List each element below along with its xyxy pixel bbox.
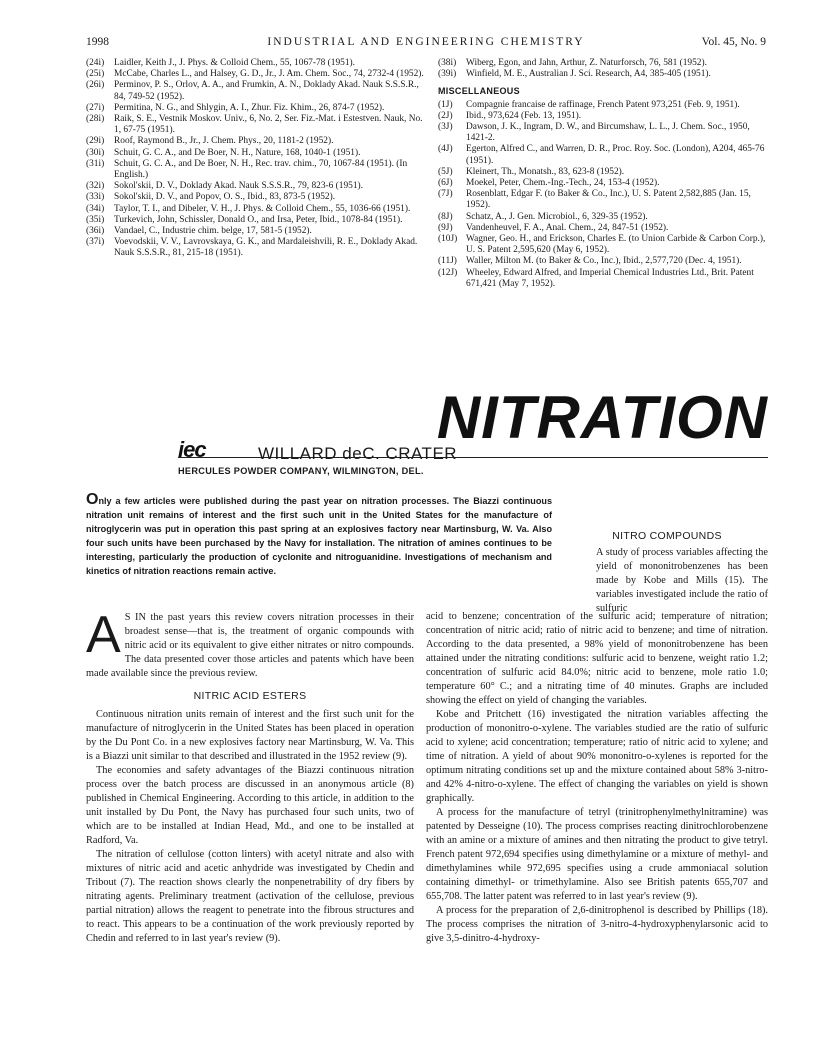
nitro-paragraph-4: A process for the preparation of 2,6-dinitrophenol is described by Phillips (18). The process comprises the nitration of 3-nitro-4-hydroxyphenylarsonic acid to give 3,5-dinitro-4-hydroxy- bbox=[426, 905, 768, 944]
reference-text: Schuit, G. C. A., and De Boer, N. H., Nature, 168, 1040-1 (1951). bbox=[114, 147, 361, 158]
reference-number: (3J) bbox=[438, 122, 453, 133]
reference-entry bbox=[86, 114, 424, 136]
intro-paragraph bbox=[86, 606, 414, 681]
reference-number: (26i) bbox=[86, 80, 105, 91]
reference-number: (8J) bbox=[438, 211, 453, 222]
abstract bbox=[86, 493, 552, 578]
reference-number: (32i) bbox=[86, 181, 105, 192]
reference-entry bbox=[438, 256, 768, 267]
misc-heading: MISCELLANEOUS bbox=[438, 86, 520, 97]
reference-text: Compagnie francaise de raffinage, French Patent 973,251 (Feb. 9, 1951). bbox=[466, 99, 740, 110]
reference-entry bbox=[438, 167, 768, 178]
reference-number: (11J) bbox=[438, 256, 457, 267]
esters-paragraph-2: The economies and safety advantages of the Biazzi continuous nitration process over the batch process are discussed in an anonymous article (8) published in Chemical Engineering. According to this article, in addition to the unit installed by Du Pont, the Navy has purchased four such units, two of which are to be installed at Indian Head, Md., and one to be installed at Radford, Va. bbox=[86, 765, 414, 846]
reference-text: Vandael, C., Industrie chim. belge, 17, 581-5 (1952). bbox=[114, 226, 312, 237]
reference-text: Voevodskii, V. V., Lavrovskaya, G. K., and Mardaleishvili, R. E., Doklady Akad. Nauk S.S.S.R., 81, 215-18 (1951). bbox=[114, 237, 418, 259]
reference-text: Vandenheuvel, F. A., Anal. Chem., 24, 847-51 (1952). bbox=[466, 222, 669, 233]
author-affiliation: HERCULES POWDER COMPANY, WILMINGTON, DEL. bbox=[178, 466, 424, 476]
reference-text: Winfield, M. E., Australian J. Sci. Research, A4, 385-405 (1951). bbox=[466, 69, 711, 80]
intro-text: S IN the past years this review covers nitration processes in their broadest sense—that is, the treatment of organic compounds with nitric acid or its equivalent to give either nitrates or nitro compounds. The data presented cover those articles and patents which have been made available since the previous review. bbox=[86, 612, 414, 679]
reference-entry bbox=[86, 204, 424, 215]
reference-entry bbox=[86, 215, 424, 226]
reference-entry bbox=[438, 223, 768, 234]
reference-number: (25i) bbox=[86, 69, 105, 80]
page-number: 1998 bbox=[86, 36, 109, 48]
reference-text: Schatz, A., J. Gen. Microbiol., 6, 329-35 (1952). bbox=[466, 211, 648, 222]
reference-text: McCabe, Charles L., and Halsey, G. D., Jr., J. Am. Chem. Soc., 74, 2732-4 (1952). bbox=[114, 69, 424, 80]
reference-text: Rosenblatt, Edgar F. (to Baker & Co., Inc.), U. S. Patent 2,582,885 (Jan. 15, 1952). bbox=[466, 189, 751, 211]
reference-number: (35i) bbox=[86, 214, 105, 225]
reference-number: (30i) bbox=[86, 147, 105, 158]
section-heading-nitro: NITRO COMPOUNDS bbox=[612, 530, 722, 542]
abstract-text: nly a few articles were published during the past year on nitration processes. The Biazzi continuous nitration unit remains of interest and the first such unit in the United States for the manufacture of nitroglycerin was put in operation this past spring at an explosives factory near Martinsburg, W. Va. Also four such units have been purchased by the Navy for installation. The nitration of amines continues to be interesting, particularly the production of cyclonite and nitroguanidine. Investigations of mechanism and kinetics of nitration reactions remain active. bbox=[86, 496, 552, 576]
reference-number: (4J) bbox=[438, 144, 453, 155]
drop-cap: A bbox=[86, 606, 121, 664]
reference-number: (33i) bbox=[86, 192, 105, 203]
reference-entry bbox=[438, 268, 768, 290]
reference-number: (27i) bbox=[86, 102, 105, 113]
reference-entry bbox=[438, 111, 768, 122]
reference-text: Wheeley, Edward Alfred, and Imperial Chemical Industries Ltd., Brit. Patent 671,421 (May 7, 1952). bbox=[466, 267, 754, 289]
reference-number: (37i) bbox=[86, 237, 105, 248]
reference-text: Kleinert, Th., Monatsh., 83, 623-8 (1952). bbox=[466, 166, 625, 177]
nitro-intro-text: A study of process variables affecting the yield of mononitrobenzenes has been made by Kobe and Mills (15). The variables investigated include the ratio of sulfuric bbox=[596, 547, 768, 614]
reference-number: (29i) bbox=[86, 136, 105, 147]
reference-number: (28i) bbox=[86, 114, 105, 125]
reference-number: (9J) bbox=[438, 222, 453, 233]
reference-number: (39i) bbox=[438, 69, 457, 80]
volume-issue: Vol. 45, No. 9 bbox=[701, 36, 766, 48]
section-heading-esters: NITRIC ACID ESTERS bbox=[193, 690, 307, 702]
reference-number: (10J) bbox=[438, 234, 458, 245]
body-column-left bbox=[86, 606, 414, 946]
reference-text: Egerton, Alfred C., and Warren, D. R., Proc. Roy. Soc. (London), A204, 465-76 (1951). bbox=[466, 144, 765, 166]
reference-entry bbox=[86, 159, 424, 181]
reference-text: Laidler, Keith J., J. Phys. & Colloid Chem., 55, 1067-78 (1951). bbox=[114, 58, 356, 68]
reference-text: Sokol'skii, D. V., Doklady Akad. Nauk S.S.S.R., 79, 823-6 (1951). bbox=[114, 181, 364, 192]
reference-entry bbox=[438, 122, 768, 144]
running-head bbox=[86, 36, 766, 52]
reference-number: (7J) bbox=[438, 189, 453, 200]
abstract-initial: O bbox=[86, 491, 99, 508]
reference-entry bbox=[438, 189, 768, 211]
reference-number: (24i) bbox=[86, 58, 105, 68]
reference-text: Wagner, Geo. H., and Erickson, Charles E. (to Union Carbide & Carbon Corp.), U. S. Patent 2,595,620 (May 6, 1952). bbox=[466, 234, 766, 256]
reference-entry bbox=[86, 192, 424, 203]
reference-number: (2J) bbox=[438, 110, 453, 121]
reference-text: Ibid., 973,624 (Feb. 13, 1951). bbox=[466, 110, 582, 121]
reference-text: Taylor, T. I., and Dibeler, V. H., J. Phys. & Colloid Chem., 55, 1036-66 (1951). bbox=[114, 203, 411, 214]
reference-entry bbox=[86, 58, 424, 69]
reference-entry bbox=[438, 100, 768, 111]
reference-entry bbox=[86, 80, 424, 102]
reference-text: Perminov, P. S., Orlov, A. A., and Frumkin, A. N., Doklady Akad. Nauk S.S.S.R., 84, 749-52 (1952). bbox=[114, 80, 419, 102]
reference-number: (12J) bbox=[438, 267, 458, 278]
reference-text: Turkevich, John, Schissler, Donald O., and Irsa, Peter, Ibid., 1078-84 (1951). bbox=[114, 214, 403, 225]
reference-number: (5J) bbox=[438, 166, 453, 177]
reference-text: Schuit, G. C. A., and De Boer, N. H., Rec. trav. chim., 70, 1067-84 (1951). (In English.) bbox=[114, 158, 408, 181]
reference-text: Waller, Milton M. (to Baker & Co., Inc.), Ibid., 2,577,720 (Dec. 4, 1951). bbox=[466, 256, 742, 267]
reference-entry bbox=[86, 103, 424, 114]
reference-entry bbox=[438, 69, 768, 80]
reference-number: (31i) bbox=[86, 158, 105, 169]
reference-entry bbox=[86, 69, 424, 80]
reference-entry bbox=[86, 226, 424, 237]
reference-text: Permitina, N. G., and Shlygin, A. I., Zhur. Fiz. Khim., 26, 874-7 (1952). bbox=[114, 102, 385, 113]
journal-title: INDUSTRIAL AND ENGINEERING CHEMISTRY bbox=[267, 36, 585, 48]
reference-entry bbox=[86, 148, 424, 159]
reference-entry bbox=[438, 144, 768, 166]
reference-text: Raik, S. E., Vestnik Moskov. Univ., 6, No. 2, Ser. Fiz.-Mat. i Estestven. Nauk, No. 1, 67-75 (1951). bbox=[114, 114, 423, 136]
reference-text: Roof, Raymond B., Jr., J. Chem. Phys., 20, 1181-2 (1952). bbox=[114, 136, 334, 147]
reference-list-right bbox=[438, 58, 768, 290]
reference-list-left bbox=[86, 58, 424, 260]
reference-text: Dawson, J. K., Ingram, D. W., and Bircumshaw, L. L., J. Chem. Soc., 1950, 1421-2. bbox=[466, 122, 750, 144]
reference-entry bbox=[86, 237, 424, 259]
nitro-paragraph-3: A process for the manufacture of tetryl (trinitrophenylmethylnitramine) was patented by Desseigne (10). The process comprises reacting dinitrochlorobenzene with an amine or a mixture of amines and then nitrating the product to give tetryl. French patent 972,694 specifies using dimethylamine or a mixture of methyl- and dimethylamines while 972,695 specifies using a crude ammoniacal solution containing dimethyl- or trimethylamine. Also see British patents 655,707 and 655,708. The latter patent was referred to in last year's review (9). bbox=[426, 807, 768, 902]
esters-paragraph-3: The nitration of cellulose (cotton linters) with acetyl nitrate and also with mixtures of nitric acid and acetic anhydride was investigated by Chedin and Tribout (7). The reaction shows clearly the nonpenetrability of dry fibers by nitrating agents. Preliminary treatment (activation of the cellulose, previous partial nitration) allows the reagent to penetrate into the fibrous structures and to react. This appears to be a continuation of the work previously reported by Chedin and referred to in last year's review (9). bbox=[86, 849, 414, 944]
article-title: NITRATION bbox=[436, 384, 768, 451]
nitro-paragraph-2: Kobe and Pritchett (16) investigated the nitration variables affecting the production of mononitro-o-xylene. The variables studied are the ratio of sulfuric acid to xylene; acid concentration; temperature; ratio of nitric acid to xylene; and time of nitration. A yield of about 90% mononitro-o-xylenes is reported for the optimum nitrating conditions set up and the mixture contained about 58% 3-nitro- and 42% 4-nitro-o-xylene. The effect of changing the variables on yield is shown graphically. bbox=[426, 709, 768, 804]
reference-entry bbox=[438, 178, 768, 189]
journal-logo: iec bbox=[178, 437, 206, 462]
body-column-right bbox=[426, 610, 768, 946]
reference-entry bbox=[438, 58, 768, 69]
reference-number: (38i) bbox=[438, 58, 457, 68]
reference-number: (6J) bbox=[438, 178, 453, 189]
nitro-paragraph-1: acid to benzene; concentration of the sulfuric acid; temperature of nitration; concentration of nitric acid; ratio of nitric acid to benzene; and time of nitration. According to the data presented, a 98% yield of mononitrobenzene has been attained under the nitrating conditions: sulfuric acid to benzene, weight ratio 1.2; concentration of sulfuric acid 84.0%; nitric acid to benzene, mole ratio 1.0; temperature 60° C.; and a nitrating time of 40 minutes. Graphs are included showing the effect on yield of changing the variables. bbox=[426, 611, 768, 706]
reference-entry bbox=[86, 136, 424, 147]
reference-text: Moekel, Peter, Chem.-Ing.-Tech., 24, 153-4 (1952). bbox=[466, 178, 660, 189]
reference-entry bbox=[438, 212, 768, 223]
author-name: WILLARD deC. CRATER bbox=[258, 444, 458, 463]
reference-number: (36i) bbox=[86, 226, 105, 237]
reference-text: Wiberg, Egon, and Jahn, Arthur, Z. Naturforsch, 76, 581 (1952). bbox=[466, 58, 707, 68]
esters-paragraph-1: Continuous nitration units remain of interest and the first such unit for the manufacture of nitroglycerin in the United States has been placed in operation by the Du Pont Co. in a new explosives factory near Martinsburg, W. Va. This is a Biazzi unit similar to that described and illustrated in the 1952 review (9). bbox=[86, 709, 414, 762]
reference-entry bbox=[438, 234, 768, 256]
reference-text: Sokol'skii, D. V., and Popov, O. S., Ibid., 83, 873-5 (1952). bbox=[114, 192, 336, 203]
reference-number: (34i) bbox=[86, 203, 105, 214]
reference-number: (1J) bbox=[438, 99, 453, 110]
reference-entry bbox=[86, 181, 424, 192]
